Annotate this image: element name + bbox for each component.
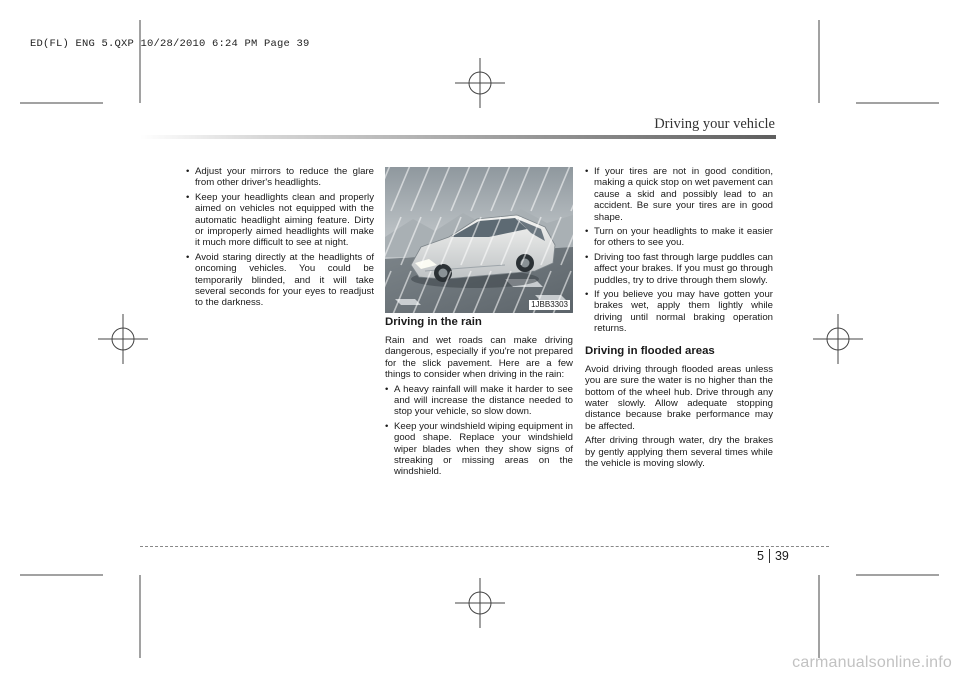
left-column — [186, 166, 374, 312]
chapter-number: 5 — [757, 549, 770, 563]
rain-heading: Driving in the rain — [385, 316, 482, 328]
registration-target-left — [98, 314, 148, 364]
headlight-tips-list — [186, 166, 374, 309]
rain-intro-paragraph: Rain and wet roads can make driving dangerous, especially if you're not prepared for the slick pavement. Here are a few things to consider when driving in the rain: — [385, 335, 573, 381]
rain-car-illustration — [385, 167, 573, 313]
registration-target-right — [813, 314, 863, 364]
list-item: • Driving too fast through large puddles can affect your brakes. If you must go through puddles, try to drive through them slowly. — [585, 252, 773, 286]
list-item: • A heavy rainfall will make it harder to see and will increase the distance needed to stop your vehicle, so slow down. — [385, 384, 573, 418]
right-column — [585, 166, 773, 472]
list-item: • Keep your windshield wiping equipment in good shape. Replace your windshield wiper blades when they show signs of streaking or missing areas on the windshield. — [385, 421, 573, 478]
header-rule — [140, 135, 776, 139]
wet-road-tips-list — [585, 166, 773, 335]
car-in-rain-image — [385, 167, 573, 313]
flooded-paragraph: Avoid driving through flooded areas unless you are sure the water is no higher than the bottom of the wheel hub. Drive through any water slowly. Allow adequate stopping distance because brake performance may be affected. — [585, 363, 773, 432]
registration-target-top — [455, 58, 505, 108]
list-item: • If your tires are not in good condition, making a quick stop on wet pavement can cause a skid and possibly lead to an accident. Be sure your tires are in good shape. — [585, 166, 773, 223]
figure-label: 1JBB3303 — [531, 300, 568, 309]
middle-column — [385, 316, 573, 481]
print-slug-line: ED(FL) ENG 5.QXP 10/28/2010 6:24 PM Page 39 — [30, 38, 310, 50]
footer-rule — [140, 546, 829, 547]
list-item: • Adjust your mirrors to reduce the glare from other driver's headlights. — [186, 166, 374, 189]
registration-target-bottom — [455, 578, 505, 628]
rain-tips-list — [385, 384, 573, 478]
page-number-value: 39 — [774, 549, 789, 563]
flooded-paragraph: After driving through water, dry the brakes by gently applying them several times while the vehicle is moving slowly. — [585, 435, 773, 469]
flooded-areas-heading: Driving in flooded areas — [585, 344, 715, 357]
section-title: Driving your vehicle — [654, 116, 775, 132]
page-number — [757, 549, 789, 563]
list-item: • Turn on your headlights to make it easier for others to see you. — [585, 226, 773, 249]
list-item: • If you believe you may have gotten your brakes wet, apply them lightly while driving until normal braking operation returns. — [585, 289, 773, 335]
site-watermark: carmanualsonline.info — [792, 654, 952, 671]
list-item: • Keep your headlights clean and properly aimed on vehicles not equipped with the automatic headlight aiming feature. Dirty or improperly aimed headlights will make it much more difficult to see at night. — [186, 192, 374, 249]
list-item: • Avoid staring directly at the headlights of oncoming vehicles. You could be temporarily blinded, and it will take several seconds for your eyes to readjust to the darkness. — [186, 252, 374, 309]
